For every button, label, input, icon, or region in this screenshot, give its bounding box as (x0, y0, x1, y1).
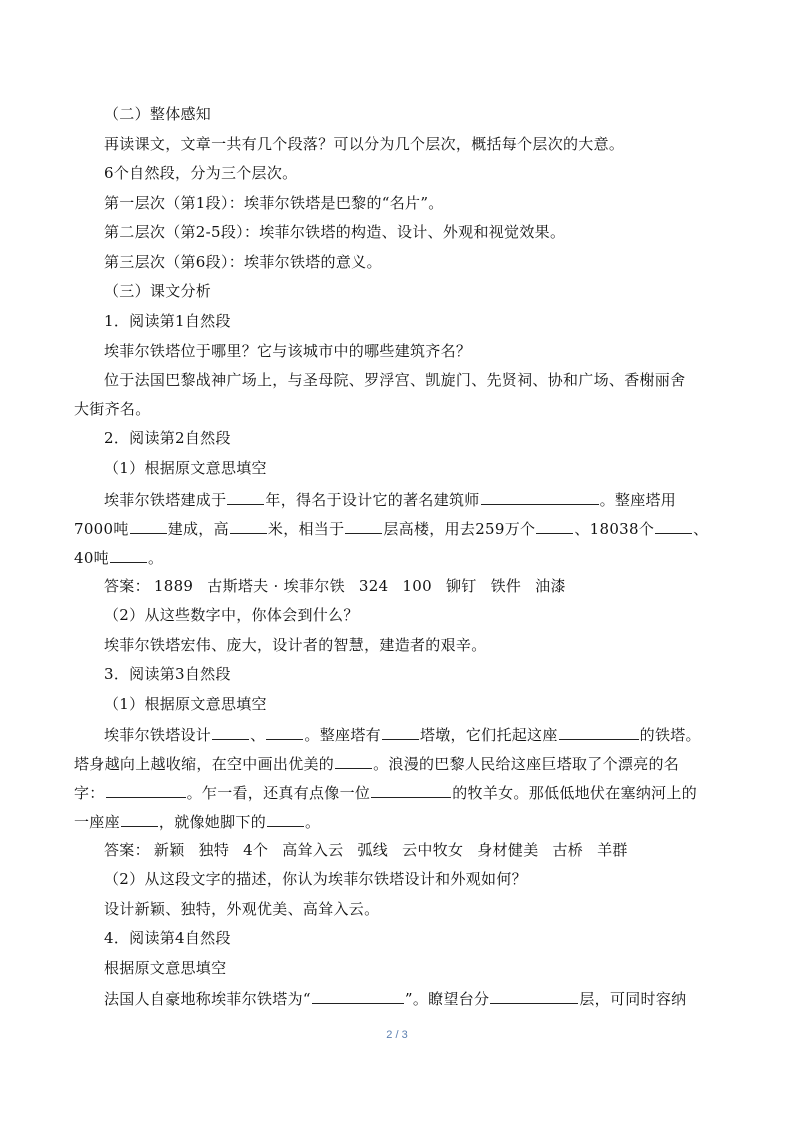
layer-one: 第一层次（第1段）：埃菲尔铁塔是巴黎的“名片”。 (104, 194, 444, 212)
fill-text: 塔墩，它们托起这座 (419, 726, 558, 744)
fill-text: 层高楼，用去259万个 (383, 520, 536, 538)
answer-item: 弧线 (357, 841, 389, 859)
fill-text: 、18038个 (574, 520, 655, 538)
fill-text: 。乍一看，还真有点像一位 (186, 784, 371, 802)
fill-text: 。 (305, 813, 321, 831)
answer-item: 古斯塔夫 · 埃菲尔铁 (207, 577, 345, 595)
fill-text: 、 (250, 726, 266, 744)
fill-text: 建成，高 (167, 520, 229, 538)
answer-item: 铆钉 (445, 577, 477, 595)
fill-text: ，就像她脚下的 (158, 813, 267, 831)
paragraph-three-fill-line1 (104, 723, 701, 745)
answer-label: 答案： (104, 841, 150, 859)
blank-line (655, 517, 692, 534)
blank-line (490, 987, 578, 1004)
fill-text: 字： (74, 784, 105, 802)
answer-item: 100 (402, 577, 432, 595)
blank-line (382, 723, 419, 740)
fill-text: 年，得名于设计它的著名建筑师 (265, 491, 480, 509)
answer-item: 1889 (153, 577, 194, 595)
paragraph-two-answer-2: 埃菲尔铁塔宏伟、庞大，设计者的智慧，建造者的艰辛。 (104, 636, 487, 654)
paragraph-one-question: 埃菲尔铁塔位于哪里？它与该城市中的哪些建筑齐名？ (104, 342, 472, 360)
paragraph-two-fill-line1 (104, 488, 676, 510)
fill-text: 米，相当于 (267, 520, 345, 538)
fill-text: 层，可同时容纳 (579, 990, 687, 1008)
blank-line (106, 781, 186, 798)
layer-three: 第三层次（第6段）：埃菲尔铁塔的意义。 (104, 253, 382, 271)
blank-line (536, 517, 573, 534)
paragraph-three-answer-2: 设计新颖、独特，外观优美、高耸入云。 (104, 900, 380, 918)
answer-item: 独特 (198, 841, 230, 859)
section-heading-analysis: （三）课文分析 (104, 282, 212, 300)
answer-item: 铁件 (490, 577, 522, 595)
paragraph-four-heading: 4．阅读第4自然段 (104, 929, 231, 947)
paragraph-three-fill-instruction: （1）根据原文意思填空 (104, 695, 267, 713)
blank-line (212, 723, 249, 740)
blank-line (371, 781, 451, 798)
answer-item: 古桥 (552, 841, 584, 859)
paragraph-one-answer-line2: 大街齐名。 (74, 400, 151, 418)
paragraph-three-heading: 3．阅读第3自然段 (104, 665, 231, 683)
blank-line (130, 517, 167, 534)
fill-text: 。整座塔有 (304, 726, 381, 744)
paragraph-two-heading: 2．阅读第2自然段 (104, 429, 231, 447)
fill-text: 一座座 (74, 813, 120, 831)
paragraph-two-fill-instruction: （1）根据原文意思填空 (104, 459, 267, 477)
paragraph-one-answer-line1: 位于法国巴黎战神广场上，与圣母院、罗浮宫、凯旋门、先贤祠、协和广场、香榭丽舍 (104, 371, 686, 389)
paragraph-two-fill-line2 (74, 517, 708, 539)
paragraph-three-fill-line3 (74, 781, 697, 803)
blank-line (345, 517, 382, 534)
answer-item: 云中牧女 (402, 841, 464, 859)
paragraph-four-fill-instruction: 根据原文意思填空 (104, 959, 227, 977)
fill-text: 法国人自豪地称埃菲尔铁塔为“ (104, 990, 311, 1008)
paragraph-three-fill-line2 (74, 752, 679, 774)
fill-text: 埃菲尔铁塔设计 (104, 726, 212, 744)
paragraph-three-fill-line4 (74, 810, 320, 832)
page-number: 2 / 3 (386, 1029, 408, 1041)
blank-line (312, 987, 404, 1004)
answer-item: 新颖 (153, 841, 185, 859)
answer-item: 身材健美 (477, 841, 539, 859)
answer-item: 油漆 (535, 577, 566, 595)
blank-line (335, 752, 372, 769)
section-heading-overall: （二）整体感知 (104, 105, 212, 123)
layer-two: 第二层次（第2-5段）：埃菲尔铁塔的构造、设计、外观和视觉效果。 (104, 223, 566, 241)
blank-line (267, 810, 304, 827)
blank-line (110, 546, 147, 563)
blank-line (230, 517, 267, 534)
answer-item: 324 (358, 577, 389, 595)
fill-text: ”。瞭望台分 (404, 990, 490, 1008)
blank-line (266, 723, 303, 740)
fill-text: 的铁塔。 (639, 726, 701, 744)
paragraph-four-fill-line1 (104, 987, 686, 1009)
blank-line (481, 488, 599, 505)
paragraph-two-question-2: （2）从这些数字中，你体会到什么？ (104, 606, 359, 624)
fill-text: 40吨 (74, 549, 109, 567)
paragraph-one-heading: 1．阅读第1自然段 (104, 312, 231, 330)
fill-text: 。整座塔用 (599, 491, 677, 509)
fill-text: 。浪漫的巴黎人民给这座巨塔取了个漂亮的名 (373, 755, 680, 773)
paragraph-two-fill-line3 (74, 546, 163, 568)
blank-line (121, 810, 158, 827)
answer-item: 高耸入云 (282, 841, 344, 859)
blank-line (559, 723, 639, 740)
question-paragraphs: 再读课文，文章一共有几个段落？可以分为几个层次，概括每个层次的大意。 (104, 135, 625, 153)
fill-text: 7000吨 (74, 520, 129, 538)
paragraph-two-answers (104, 576, 580, 596)
fill-text: 塔身越向上越收缩，在空中画出优美的 (74, 755, 335, 773)
paragraph-three-question-2: （2）从这段文字的描述，你认为埃菲尔铁塔设计和外观如何？ (104, 870, 527, 888)
fill-text: 埃菲尔铁塔建成于 (104, 491, 227, 509)
answer-label: 答案： (104, 577, 150, 595)
fill-text: 的牧羊女。那低低地伏在塞纳河上的 (452, 784, 698, 802)
paragraph-three-answers (104, 840, 642, 860)
blank-line (227, 488, 264, 505)
fill-text: 、 (693, 520, 709, 538)
answer-item: 4个 (243, 841, 269, 859)
answer-item: 羊群 (597, 841, 628, 859)
fill-text: 。 (148, 549, 164, 567)
answer-paragraphs: 6个自然段，分为三个层次。 (104, 164, 298, 182)
